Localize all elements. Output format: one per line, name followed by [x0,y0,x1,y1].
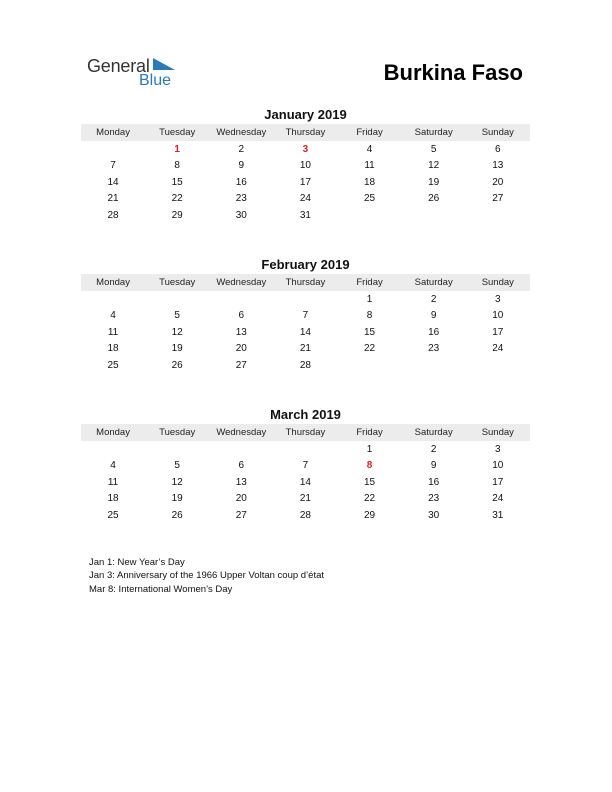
weekday-header [81,424,530,441]
day-cell: 18 [107,343,119,355]
month-title: March 2019 [270,407,341,422]
day-cell: 6 [238,310,245,322]
weekday-label: Thursday [285,127,326,138]
day-cell: 31 [492,509,504,521]
day-cell: 28 [299,359,311,371]
day-cell: 21 [299,343,311,355]
weekday-label: Saturday [414,127,453,138]
week-row [81,158,530,175]
weekday-label: Tuesday [159,127,196,138]
day-cell: 4 [366,143,373,155]
day-cell: 6 [238,460,245,472]
day-cell: 28 [299,509,311,521]
day-cell: 27 [492,193,504,205]
month-grid [81,441,530,524]
day-cell: 24 [492,493,504,505]
day-cell: 5 [174,310,180,322]
day-cell: 2 [430,443,437,455]
week-row [81,458,530,475]
holiday-note: Mar 8: International Women’s Day [89,583,233,595]
day-cell: 22 [364,493,376,505]
weekday-label: Thursday [285,277,326,288]
weekday-label: Tuesday [159,277,196,288]
day-cell: 23 [428,343,440,355]
week-row [81,441,530,458]
day-cell: 8 [366,310,373,322]
day-cell: 26 [171,359,183,371]
day-cell: 25 [107,509,119,521]
weekday-label: Tuesday [159,427,196,438]
holiday-day-cell: 1 [174,143,180,155]
day-cell: 17 [492,326,504,338]
month-title: February 2019 [261,257,350,272]
day-cell: 26 [171,509,183,521]
day-cell: 15 [364,326,376,338]
week-row [81,141,530,158]
weekday-label: Thursday [285,427,326,438]
day-cell: 16 [428,326,440,338]
weekday-label: Friday [356,427,383,438]
day-cell: 11 [107,476,119,488]
day-cell: 25 [107,359,119,371]
week-row [81,507,530,524]
month-grid [81,291,530,374]
day-cell: 9 [430,310,437,322]
day-cell: 12 [171,326,183,338]
country-title: Burkina Faso [383,60,523,85]
day-cell: 20 [235,493,247,505]
day-cell: 27 [235,509,247,521]
weekday-label: Wednesday [216,277,267,288]
day-cell: 26 [428,193,440,205]
week-row [81,341,530,358]
day-cell: 21 [299,493,311,505]
weekday-label: Wednesday [216,427,267,438]
day-cell: 14 [299,476,311,488]
weekday-label: Sunday [481,427,514,438]
day-cell: 9 [430,460,437,472]
month-title: January 2019 [264,107,347,122]
weekday-label: Monday [96,277,130,288]
day-cell: 14 [299,326,311,338]
weekday-label: Friday [356,127,383,138]
holiday-day-cell: 8 [366,460,373,472]
logo-triangle-icon [153,58,175,70]
day-cell: 8 [174,160,180,172]
week-row [81,308,530,325]
holiday-notes [89,556,329,596]
day-cell: 5 [174,460,180,472]
day-cell: 25 [364,193,376,205]
day-cell: 7 [302,310,309,322]
week-row [81,357,530,374]
day-cell: 2 [238,143,245,155]
day-cell: 2 [430,293,437,305]
day-cell: 14 [107,176,119,188]
day-cell: 6 [495,143,501,155]
day-cell: 22 [364,343,376,355]
week-row [81,174,530,191]
day-cell: 3 [495,443,501,455]
day-cell: 18 [107,493,119,505]
day-cell: 17 [492,476,504,488]
week-row [81,291,530,308]
holiday-note: Jan 3: Anniversary of the 1966 Upper Voltan coup d’état [89,570,325,582]
weekday-label: Sunday [481,277,514,288]
week-row [81,191,530,208]
week-row [81,324,530,341]
day-cell: 17 [299,176,311,188]
day-cell: 24 [492,343,504,355]
day-cell: 15 [364,476,376,488]
day-cell: 10 [492,460,504,472]
day-cell: 20 [492,176,504,188]
day-cell: 29 [171,209,183,221]
day-cell: 20 [235,343,247,355]
holiday-note: Jan 1: New Year’s Day [89,557,185,568]
weekday-label: Saturday [414,427,453,438]
day-cell: 12 [428,160,440,172]
logo-word-blue: Blue [139,72,172,89]
day-cell: 7 [302,460,309,472]
day-cell: 30 [235,209,247,221]
day-cell: 22 [171,193,183,205]
day-cell: 13 [235,326,247,338]
month-grid [81,141,530,224]
month-calendar-january [81,106,530,224]
day-cell: 21 [107,193,119,205]
day-cell: 29 [364,509,376,521]
day-cell: 1 [366,293,373,305]
weekday-header [81,124,530,141]
day-cell: 11 [107,326,119,338]
holiday-day-cell: 3 [302,143,309,155]
month-calendar-march [81,406,530,524]
weekday-label: Monday [96,427,130,438]
weekday-label: Monday [96,127,130,138]
weekday-label: Saturday [414,277,453,288]
day-cell: 4 [110,460,116,472]
week-row [81,474,530,491]
day-cell: 13 [492,160,504,172]
weekday-label: Friday [356,277,383,288]
logo-word-general: General [87,56,150,76]
day-cell: 30 [428,509,440,521]
day-cell: 12 [171,476,183,488]
day-cell: 16 [235,176,247,188]
day-cell: 15 [171,176,183,188]
day-cell: 11 [364,160,375,172]
day-cell: 24 [299,193,311,205]
month-calendar-february [81,256,530,374]
day-cell: 19 [428,176,440,188]
day-cell: 5 [430,143,437,155]
day-cell: 1 [366,443,373,455]
day-cell: 10 [299,160,311,172]
day-cell: 4 [110,310,116,322]
day-cell: 27 [235,359,247,371]
day-cell: 23 [235,193,247,205]
day-cell: 28 [107,209,119,221]
day-cell: 7 [110,160,116,172]
day-cell: 23 [428,493,440,505]
week-row [81,207,530,224]
day-cell: 19 [171,343,183,355]
day-cell: 13 [235,476,247,488]
weekday-label: Sunday [481,127,514,138]
general-blue-logo [87,56,187,90]
weekday-header [81,274,530,291]
day-cell: 9 [238,160,245,172]
day-cell: 31 [299,209,311,221]
day-cell: 16 [428,476,440,488]
day-cell: 18 [364,176,376,188]
week-row [81,491,530,508]
weekday-label: Wednesday [216,127,267,138]
day-cell: 10 [492,310,504,322]
day-cell: 3 [495,293,501,305]
day-cell: 19 [171,493,183,505]
